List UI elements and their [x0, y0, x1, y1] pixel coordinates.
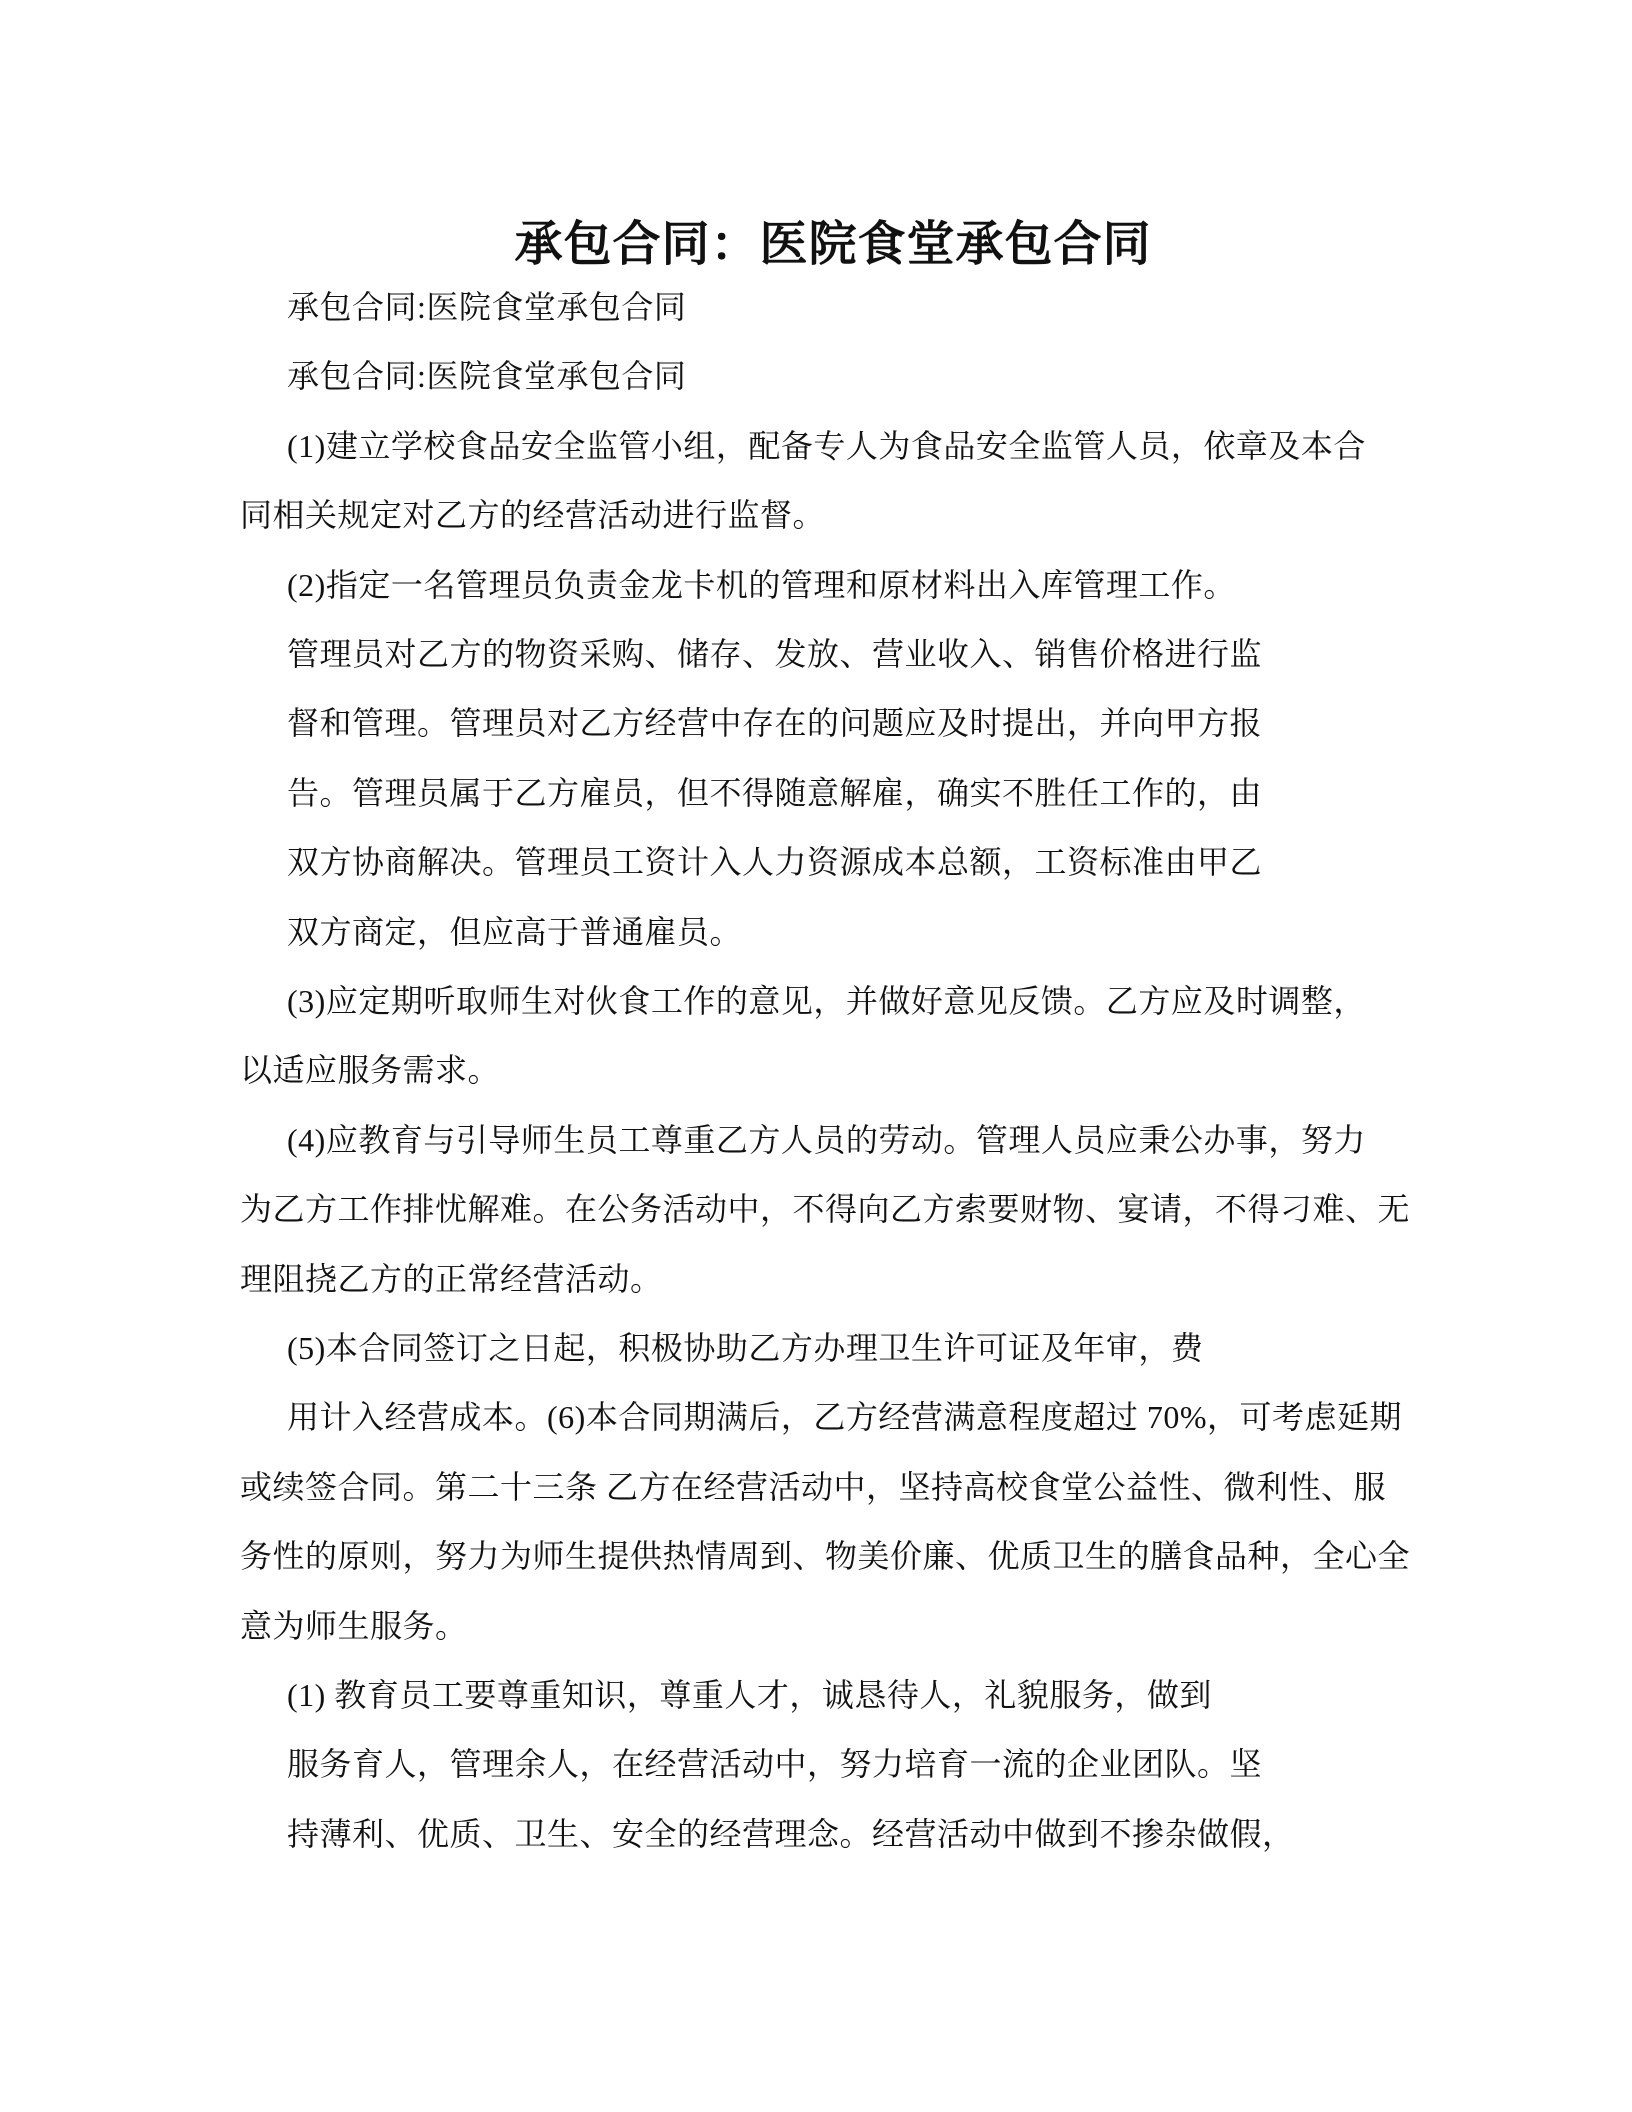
text-line: 同相关规定对乙方的经营活动进行监督。 — [240, 497, 826, 534]
document-title: 承包合同：医院食堂承包合同 — [514, 218, 1152, 271]
text-line: (5)本合同签订之日起，积极协助乙方办理卫生许可证及年审，费 — [287, 1330, 1204, 1366]
text-line: 承包合同:医院食堂承包合同 — [287, 289, 687, 325]
text-line: 理阻挠乙方的正常经营活动。 — [240, 1260, 663, 1297]
text-line: (1)建立学校食品安全监管小组，配备专人为食品安全监管人员，依章及本合 — [287, 427, 1366, 464]
text-line: 承包合同:医院食堂承包合同 — [287, 358, 687, 395]
text-line: 告。管理员属于乙方雇员，但不得随意解雇，确实不胜任工作的，由 — [287, 774, 1263, 811]
text-line: 意为师生服务。 — [240, 1607, 468, 1644]
text-line: (4)应教育与引导师生员工尊重乙方人员的劳动。管理人员应秉公办事，努力 — [287, 1121, 1366, 1158]
text-line: (2)指定一名管理员负责金龙卡机的管理和原材料出入库管理工作。 — [287, 566, 1236, 603]
text-line: 督和管理。管理员对乙方经营中存在的问题应及时提出，并向甲方报 — [287, 705, 1263, 742]
text-line: (3)应定期听取师生对伙食工作的意见，并做好意见反馈。乙方应及时调整， — [287, 983, 1366, 1019]
text-line: 双方协商解决。管理员工资计入人力资源成本总额，工资标准由甲乙 — [287, 844, 1263, 881]
text-line: 务性的原则，努力为师生提供热情周到、物美价廉、优质卫生的膳食品种，全心全 — [240, 1538, 1411, 1575]
text-line: 用计入经营成本。(6)本合同期满后，乙方经营满意程度超过 70%，可考虑延期 — [287, 1399, 1402, 1436]
text-line: 或续签合同。第二十三条 乙方在经营活动中，坚持高校食堂公益性、微利性、服 — [240, 1468, 1387, 1505]
text-line: 以适应服务需求。 — [240, 1052, 501, 1089]
text-line: 持薄利、优质、卫生、安全的经营理念。经营活动中做到不掺杂做假， — [287, 1815, 1295, 1852]
text-line: 为乙方工作排忧解难。在公务活动中，不得向乙方索要财物、宴请，不得刁难、无 — [240, 1191, 1411, 1228]
text-line: 管理员对乙方的物资采购、储存、发放、营业收入、销售价格进行监 — [287, 636, 1263, 672]
text-line: 双方商定，但应高于普通雇员。 — [287, 913, 743, 950]
text-line: (1) 教育员工要尊重知识，尊重人才，诚恳待人，礼貌服务，做到 — [287, 1677, 1212, 1713]
text-line: 服务育人，管理余人，在经营活动中，努力培育一流的企业团队。坚 — [287, 1746, 1263, 1783]
